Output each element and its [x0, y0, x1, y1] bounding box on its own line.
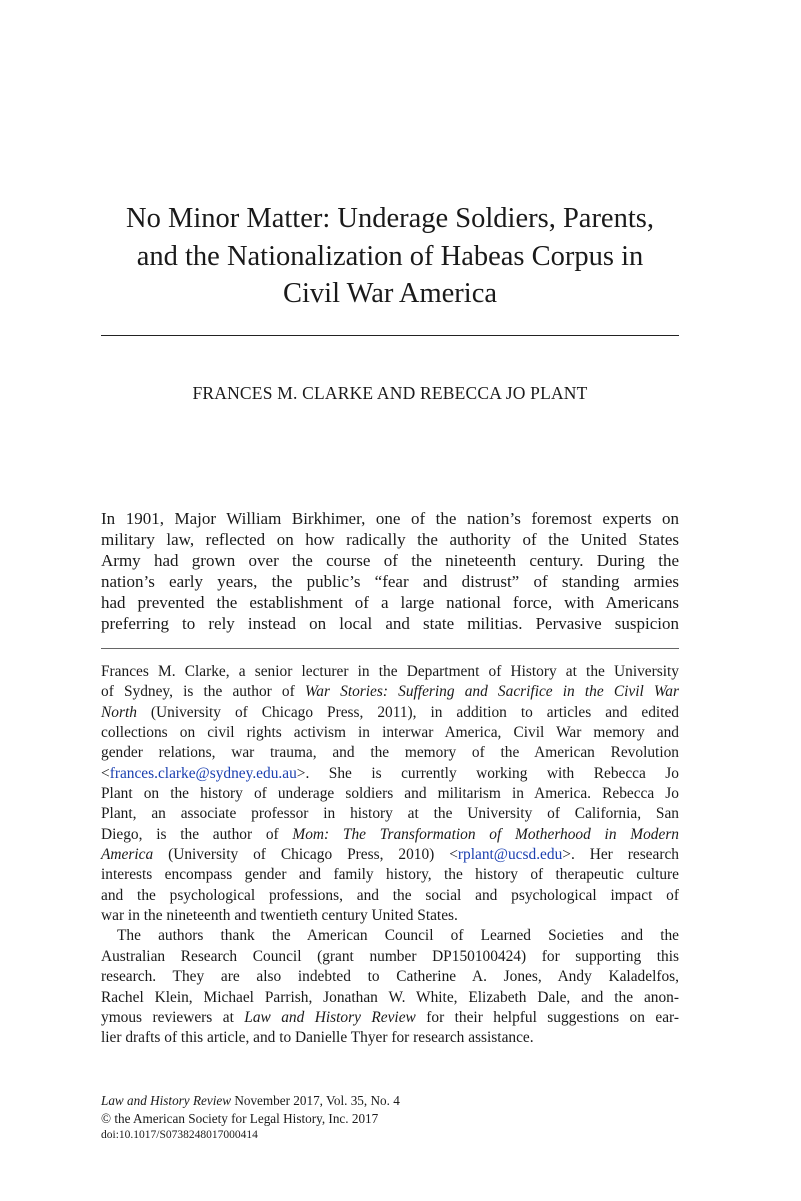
italic-text: War Stories: Suffering and Sacrifice in the Civil War: [304, 683, 679, 701]
text-segment: Diego, is the author of: [101, 825, 293, 843]
text-line: [101, 1028, 679, 1048]
italic-text: Mom: The Transformation of Motherhood in Modern: [292, 825, 680, 843]
text-segment: of Sydney, is the author of: [101, 683, 305, 701]
text-segment: Australian Research Council (grant number DP150100424) for supporting this: [101, 947, 679, 965]
text-line: [101, 703, 679, 723]
authors: FRANCES M. CLARKE AND REBECCA JO PLANT: [192, 383, 588, 403]
text-line: [101, 906, 679, 926]
text-line: [101, 784, 679, 804]
text-segment: In 1901, Major William Birkhimer, one of the nation’s foremost experts on: [101, 509, 679, 528]
text-line: [101, 723, 679, 743]
text-segment: research. They are also indebted to Catherine A. Jones, Andy Kaladelfos,: [101, 968, 679, 986]
email-link[interactable]: rplant@ucsd.edu: [457, 846, 563, 864]
text-line: [101, 550, 679, 571]
text-segment: and the psychological professions, and the social and psychological impact of: [101, 886, 679, 904]
copyright: © the American Society for Legal History, Inc. 2017: [101, 1110, 379, 1126]
issue-info: November 2017, Vol. 35, No. 4: [231, 1093, 400, 1108]
text-line: [101, 865, 679, 885]
text-line: [101, 613, 679, 634]
text-line: [101, 947, 679, 967]
text-line: [101, 926, 679, 946]
text-segment: Rachel Klein, Michael Parrish, Jonathan W. White, Elizabeth Dale, and the anon-: [101, 988, 679, 1006]
text-segment: ymous reviewers at: [101, 1008, 245, 1026]
text-segment: >. She is currently working with Rebecca Jo: [296, 764, 679, 782]
text-line: [101, 845, 679, 865]
title-rule: [101, 335, 679, 336]
text-segment: preferring to rely instead on local and state militias. Pervasive suspicion: [101, 614, 679, 633]
text-segment: had prevented the establishment of a large national force, with Americans: [101, 593, 679, 612]
email-link[interactable]: frances.clarke@sydney.edu.au: [109, 764, 297, 782]
text-segment: Plant, an associate professor in history at the University of California, San: [101, 805, 679, 823]
italic-text: America: [101, 846, 154, 864]
text-line: [101, 743, 679, 763]
author-footnote: [101, 662, 679, 1049]
text-segment: Frances M. Clarke, a senior lecturer in the Department of History at the University: [101, 663, 679, 680]
doi: doi:10.1017/S0738248017000414: [101, 1129, 258, 1141]
text-line: [101, 662, 679, 682]
text-line: [101, 967, 679, 987]
title-line: Civil War America: [282, 278, 498, 309]
text-line: [101, 886, 679, 906]
page-footer: [101, 1092, 400, 1145]
text-line: [101, 571, 679, 592]
italic-text: Law and History Review: [244, 1008, 416, 1026]
text-segment: lier drafts of this article, and to Danielle Thyer for research assistance.: [101, 1029, 534, 1047]
text-segment: The authors thank the American Council of Learned Societies and the: [117, 927, 679, 945]
text-segment: Army had grown over the course of the nineteenth century. During the: [101, 551, 679, 570]
text-segment: (University of Chicago Press, 2011), in addition to articles and edited: [136, 703, 679, 721]
text-segment: gender relations, war trauma, and the memory of the American Revolution: [101, 744, 679, 762]
journal-name: Law and History Review: [101, 1093, 232, 1108]
text-line: [101, 988, 679, 1008]
text-segment: military law, reflected on how radically the authority of the United States: [101, 530, 679, 549]
article-title: [80, 200, 700, 313]
text-segment: (University of Chicago Press, 2010) <: [153, 846, 458, 864]
text-line: [101, 508, 679, 529]
text-line: [101, 592, 679, 613]
footnote-rule: [101, 648, 679, 649]
text-line: [101, 529, 679, 550]
text-segment: interests encompass gender and family history, the history of therapeutic culture: [101, 866, 679, 884]
text-line: [101, 804, 679, 824]
text-line: [101, 764, 679, 784]
text-line: [101, 825, 679, 845]
text-segment: war in the nineteenth and twentieth century United States.: [101, 907, 458, 925]
text-line: [101, 1008, 679, 1028]
title-line: and the Nationalization of Habeas Corpus in: [136, 240, 644, 272]
body-text: [101, 508, 679, 634]
text-segment: for their helpful suggestions on ear-: [415, 1008, 679, 1026]
text-line: [101, 682, 679, 702]
text-segment: nation’s early years, the public’s “fear and distrust” of standing armies: [101, 572, 679, 591]
text-segment: Plant on the history of underage soldiers and militarism in America. Rebecca Jo: [101, 785, 679, 803]
text-segment: <: [101, 764, 110, 782]
italic-text: North: [101, 703, 137, 721]
title-line: No Minor Matter: Underage Soldiers, Parents,: [126, 203, 654, 234]
text-segment: >. Her research: [562, 846, 679, 864]
text-segment: collections on civil rights activism in interwar America, Civil War memory and: [101, 724, 679, 742]
